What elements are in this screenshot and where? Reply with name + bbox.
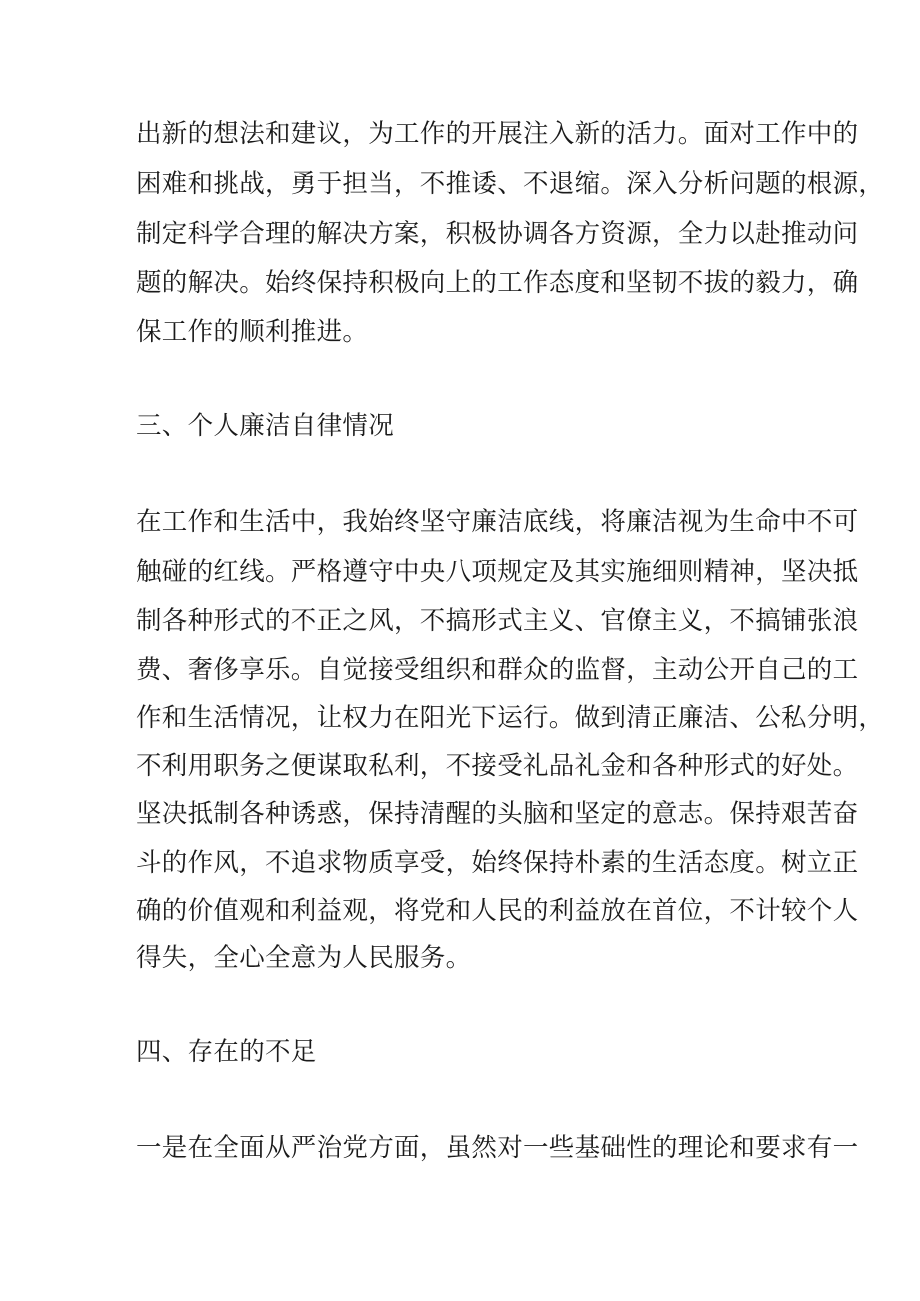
paragraph-2-line-7: 坚决抵制各种诱惑，保持清醒的头脑和坚定的意志。保持艰苦奋 [136,799,859,829]
paragraph-2-line-3: 制各种形式的不正之风，不搞形式主义、官僚主义，不搞铺张浪 [136,606,859,636]
paragraph-1-line-4: 题的解决。始终保持积极向上的工作态度和坚韧不拔的毅力，确 [136,268,859,298]
paragraph-2-line-1: 在工作和生活中，我始终坚守廉洁底线，将廉洁视为生命中不可 [136,507,859,537]
paragraph-3-line-1: 一是在全面从严治党方面，虽然对一些基础性的理论和要求有一 [136,1133,859,1163]
paragraph-2-line-2: 触碰的红线。严格遵守中央八项规定及其实施细则精神，坚决抵 [136,557,859,587]
paragraph-1-line-2: 困难和挑战，勇于担当，不推诿、不退缩。深入分析问题的根源， [136,169,885,199]
paragraph-1-line-5: 保工作的顺利推进。 [136,317,369,347]
paragraph-1-line-1: 出新的想法和建议，为工作的开展注入新的活力。面对工作中的 [136,119,859,149]
paragraph-2-line-4: 费、奢侈享乐。自觉接受组织和群众的监督，主动公开自己的工 [136,655,859,685]
paragraph-1-line-3: 制定科学合理的解决方案，积极协调各方资源，全力以赴推动问 [136,219,859,249]
paragraph-2-line-9: 确的价值观和利益观，将党和人民的利益放在首位，不计较个人 [136,896,859,926]
paragraph-2-line-5: 作和生活情况，让权力在阳光下运行。做到清正廉洁、公私分明， [136,703,885,733]
section-heading-4: 四、存在的不足 [136,1037,317,1067]
section-heading-3: 三、个人廉洁自律情况 [136,411,395,441]
paragraph-2-line-8: 斗的作风，不追求物质享受，始终保持朴素的生活态度。树立正 [136,848,859,878]
paragraph-2-line-10: 得失，全心全意为人民服务。 [136,943,472,973]
paragraph-2-line-6: 不利用职务之便谋取私利，不接受礼品礼金和各种形式的好处。 [136,751,859,781]
